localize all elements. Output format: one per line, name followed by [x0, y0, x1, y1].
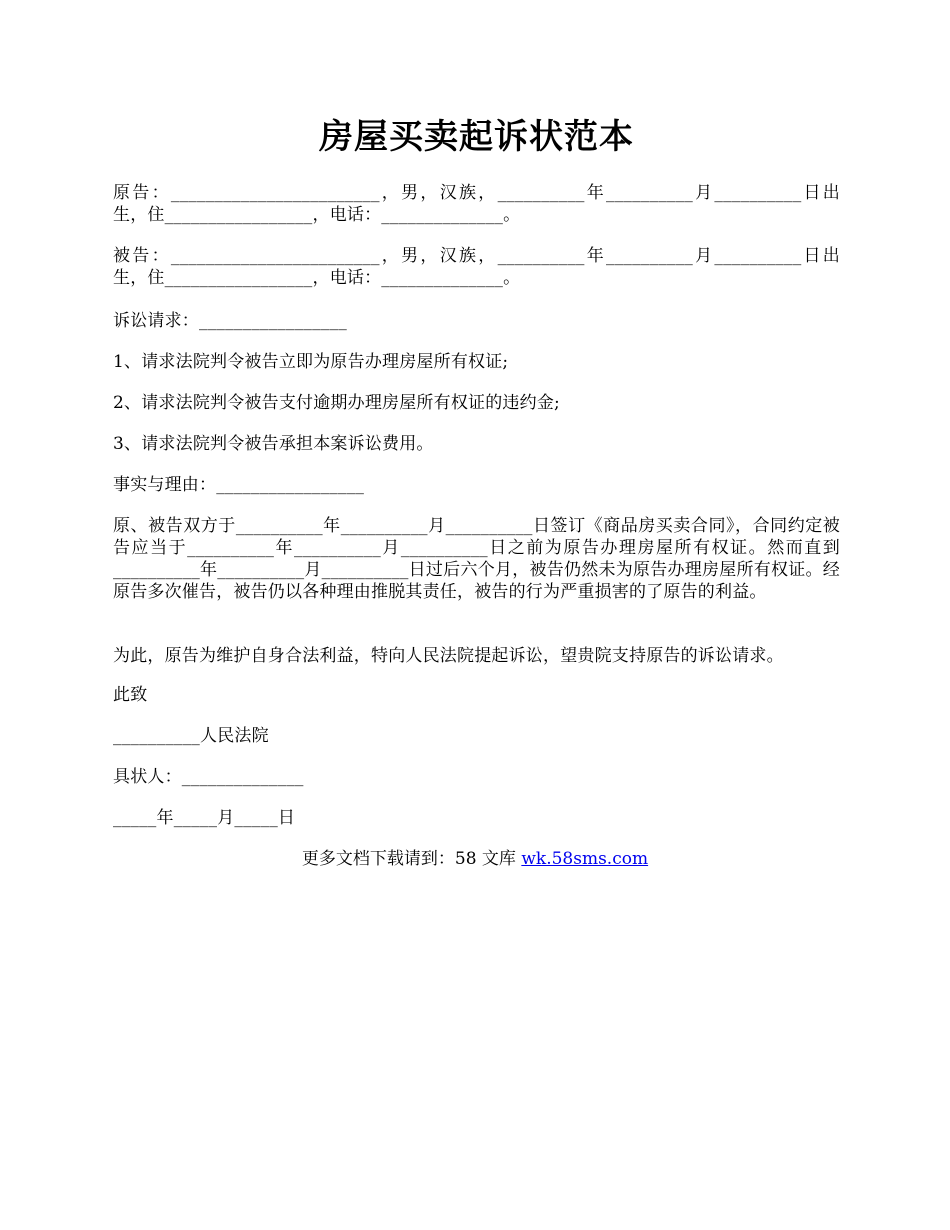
- facts-heading: 事实与理由：_________________: [113, 475, 365, 495]
- date-line: _____年_____月_____日: [113, 808, 296, 828]
- defendant-paragraph: 被告：________________________，男，汉族，__________年__________月__________日出生，住_________________，电话：______________。: [113, 246, 840, 288]
- footer-text: 更多文档下载请到：58 文库: [301, 849, 522, 869]
- download-footer: [0, 848, 950, 870]
- signatory-line: 具状人：______________: [113, 767, 304, 787]
- claim-item-1: 1、请求法院判令被告立即为原告办理房屋所有权证;: [113, 352, 509, 372]
- facts-paragraph: 原、被告双方于__________年__________月__________日签订《商品房买卖合同》，合同约定被告应当于__________年__________月__________日之前为原告办理房屋所有权证。然而直到__________年__________月__________日过后六个月，被告仍然未为原告办理房屋所有权证。经原告多次催告，被告仍以各种理由推脱其责任，被告的行为严重损害的了原告的利益。: [113, 516, 840, 602]
- plaintiff-paragraph: 原告：________________________，男，汉族，__________年__________月__________日出生，住_________________，电话：______________。: [113, 183, 840, 225]
- conclusion-paragraph: 为此，原告为维护自身合法利益，特向人民法院提起诉讼，望贵院支持原告的诉讼请求。: [113, 646, 784, 666]
- court-name-line: __________人民法院: [113, 726, 269, 746]
- document-title: 房屋买卖起诉状范本: [319, 117, 634, 157]
- claim-item-3: 3、请求法院判令被告承担本案诉讼费用。: [113, 434, 434, 454]
- claims-heading: 诉讼请求：_________________: [113, 311, 347, 331]
- claim-item-2: 2、请求法院判令被告支付逾期办理房屋所有权证的违约金;: [113, 393, 560, 413]
- document-page: [113, 0, 840, 828]
- footer-link[interactable]: wk.58sms.com: [521, 849, 649, 869]
- salutation: 此致: [113, 685, 148, 705]
